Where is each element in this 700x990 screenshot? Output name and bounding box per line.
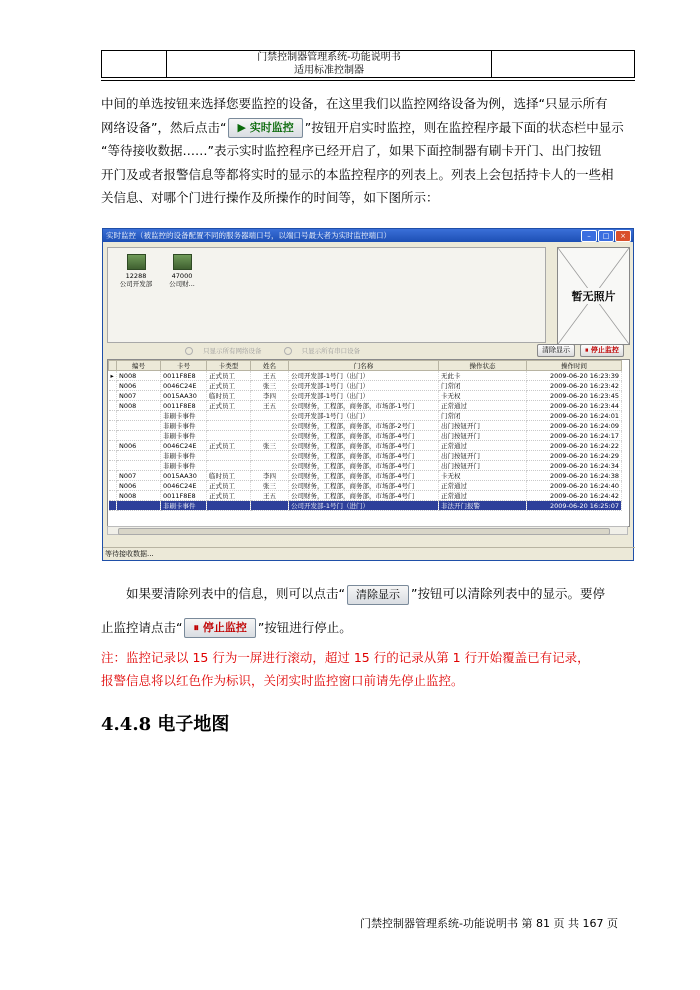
radio-network[interactable]: 只显示所有网络设备 <box>185 347 272 355</box>
paragraph-line: 关信息、对哪个门进行操作及所操作的时间等，如下图所示： <box>101 190 439 205</box>
table-cell <box>251 421 289 431</box>
table-cell: 出门按钮开门 <box>439 431 527 441</box>
device-item[interactable]: 12288 公司开发部 <box>114 254 158 288</box>
device-filter-radios <box>185 346 380 355</box>
table-row[interactable] <box>109 421 622 431</box>
table-cell <box>117 411 161 421</box>
header-left-cell <box>102 51 167 78</box>
table-row[interactable] <box>109 381 622 391</box>
table-row[interactable] <box>109 401 622 411</box>
radio-icon <box>185 347 193 355</box>
page-header <box>101 50 635 78</box>
table-cell: N006 <box>117 381 161 391</box>
note-paragraph <box>101 646 641 692</box>
table-cell: 2009-06-20 16:25:07 <box>527 501 622 511</box>
table-cell: 出门按钮开门 <box>439 451 527 461</box>
table-cell: 公司财务，工程部，商务部，市场部-4号门 <box>289 491 439 501</box>
table-cell: 张三 <box>251 441 289 451</box>
table-cell: 公司财务，工程部，商务部，市场部-4号门 <box>289 441 439 451</box>
table-cell: 2009-06-20 16:23:42 <box>527 381 622 391</box>
table-row[interactable] <box>109 501 622 511</box>
column-header[interactable]: 门名称 <box>289 361 439 371</box>
row-pointer-icon: ▸ <box>109 371 117 381</box>
table-cell: 正常通过 <box>439 441 527 451</box>
table-cell: 临时员工 <box>207 471 251 481</box>
page-footer: 门禁控制器管理系统-功能说明书 第 81 页 共 167 页 <box>360 917 618 930</box>
table-cell: N007 <box>117 471 161 481</box>
table-cell: 2009-06-20 16:24:29 <box>527 451 622 461</box>
table-row[interactable] <box>109 461 622 471</box>
table-cell: 正式员工 <box>207 401 251 411</box>
grid-header-row <box>109 361 622 371</box>
stop-monitor-button-image: ⏸ 停止监控 <box>184 618 255 638</box>
table-cell <box>117 431 161 441</box>
table-cell: 非刷卡事件 <box>161 421 207 431</box>
table-cell <box>207 461 251 471</box>
header-title-cell <box>167 51 492 78</box>
table-row[interactable] <box>109 491 622 501</box>
table-cell <box>207 501 251 511</box>
photo-placeholder <box>557 247 630 345</box>
table-cell: 正常通过 <box>439 481 527 491</box>
column-header[interactable]: 卡类型 <box>207 361 251 371</box>
table-cell <box>251 411 289 421</box>
table-cell: 公司财务，工程部，商务部，市场部-1号门 <box>289 401 439 411</box>
table-cell: 门常闭 <box>439 381 527 391</box>
paragraph-line: 开门及或者报警信息等都将实时的显示的本监控程序的列表上。列表上会包括持卡人的一些相 <box>101 166 614 182</box>
paragraph-line: 网络设备”，然后点击“ ▶ 实时监控 ”按钮开启实时监控，则在监控程序最下面的状态栏中显示 <box>101 116 641 140</box>
table-cell: 2009-06-20 16:24:17 <box>527 431 622 441</box>
table-cell: 公司开发部-1号门（出门） <box>289 411 439 421</box>
paragraph-line: 如果要清除列表中的信息，则可以点击“ 清除显示 ”按钮可以清除列表中的显示。要停 <box>101 582 641 606</box>
table-cell: 公司财务，工程部，商务部，市场部-4号门 <box>289 471 439 481</box>
window-titlebar <box>103 229 633 242</box>
table-cell <box>207 451 251 461</box>
table-cell: 出门按钮开门 <box>439 421 527 431</box>
table-cell: 正常通过 <box>439 401 527 411</box>
table-cell: 临时员工 <box>207 391 251 401</box>
table-cell: 2009-06-20 16:24:40 <box>527 481 622 491</box>
table-cell: 0011F8E8 <box>161 491 207 501</box>
table-cell: N008 <box>117 491 161 501</box>
table-cell: 出门按钮开门 <box>439 461 527 471</box>
close-icon[interactable]: × <box>615 230 631 242</box>
table-cell: 正式员工 <box>207 491 251 501</box>
status-bar: 等待接收数据... <box>103 547 635 560</box>
paragraph-intro <box>101 92 641 210</box>
table-cell: 0046C24E <box>161 381 207 391</box>
monitor-window <box>102 228 634 561</box>
table-cell: 0046C24E <box>161 481 207 491</box>
table-cell: N007 <box>117 391 161 401</box>
table-row[interactable] <box>109 431 622 441</box>
table-cell: 0011F8E8 <box>161 371 207 381</box>
table-cell: 2009-06-20 16:24:38 <box>527 471 622 481</box>
table-cell: 门常闭 <box>439 411 527 421</box>
table-cell: 公司财务，工程部，商务部，市场部-2号门 <box>289 421 439 431</box>
table-cell: 2009-06-20 16:24:42 <box>527 491 622 501</box>
radio-icon <box>284 347 292 355</box>
table-cell: 正式员工 <box>207 481 251 491</box>
table-cell <box>117 501 161 511</box>
table-row[interactable] <box>109 471 622 481</box>
table-cell: 2009-06-20 16:24:01 <box>527 411 622 421</box>
table-row[interactable] <box>109 451 622 461</box>
table-cell: 无此卡 <box>439 371 527 381</box>
horizontal-scrollbar[interactable] <box>107 526 628 535</box>
table-cell: 2009-06-20 16:24:09 <box>527 421 622 431</box>
no-photo-label: 暂无照片 <box>558 288 629 304</box>
paragraph-line: “等待接收数据……”表示实时监控程序已经开启了，如果下面控制器有刷卡开门、出门按钮 <box>101 143 602 158</box>
table-cell: N008 <box>117 371 161 381</box>
column-header[interactable]: 卡号 <box>161 361 207 371</box>
table-cell: 非刷卡事件 <box>161 431 207 441</box>
table-cell: 2009-06-20 16:23:45 <box>527 391 622 401</box>
controller-icon <box>127 254 146 270</box>
header-rule <box>101 80 635 81</box>
table-row[interactable] <box>109 411 622 421</box>
column-header[interactable]: 编号 <box>117 361 161 371</box>
table-cell: 正常通过 <box>439 491 527 501</box>
scrollbar-thumb[interactable] <box>118 528 610 535</box>
table-cell: 0015AA30 <box>161 391 207 401</box>
table-cell <box>207 411 251 421</box>
device-panel <box>107 247 546 343</box>
table-cell: 公司财务，工程部，商务部，市场部-4号门 <box>289 461 439 471</box>
table-cell: 公司财务，工程部，商务部，市场部-4号门 <box>289 431 439 441</box>
controller-icon <box>173 254 192 270</box>
table-cell: 正式员工 <box>207 441 251 451</box>
table-cell: 王五 <box>251 401 289 411</box>
table-cell <box>251 461 289 471</box>
table-cell: 公司财务，工程部，商务部，市场部-4号门 <box>289 481 439 491</box>
table-cell: 非刷卡事件 <box>161 411 207 421</box>
column-header[interactable]: 操作状态 <box>439 361 527 371</box>
table-cell: 非法开门报警 <box>439 501 527 511</box>
table-cell: N006 <box>117 481 161 491</box>
clear-display-button-image: 清除显示 <box>347 585 409 605</box>
table-cell <box>117 451 161 461</box>
table-row[interactable] <box>109 441 622 451</box>
table-cell: 李四 <box>251 471 289 481</box>
column-header[interactable]: 姓名 <box>251 361 289 371</box>
table-cell: 公司开发部-1号门（进门） <box>289 501 439 511</box>
table-row[interactable] <box>109 391 622 401</box>
table-cell: N006 <box>117 441 161 451</box>
table-cell <box>117 421 161 431</box>
column-header[interactable]: 操作时间 <box>527 361 622 371</box>
table-cell: 公司财务，工程部，商务部，市场部-4号门 <box>289 451 439 461</box>
device-item[interactable]: 47000 公司财... <box>160 254 204 288</box>
paragraph-line: 止监控请点击“ ⏸ 停止监控 ”按钮进行停止。 <box>101 616 641 640</box>
table-cell: 2009-06-20 16:24:34 <box>527 461 622 471</box>
header-line-2: 适用标准控制器 <box>294 65 364 76</box>
table-cell <box>251 431 289 441</box>
table-cell <box>117 461 161 471</box>
table-cell: 2009-06-20 16:24:22 <box>527 441 622 451</box>
note-line: 注：监控记录以 15 行为一屏进行滚动，超过 15 行的记录从第 1 行开始覆盖已有记录， <box>101 650 590 665</box>
table-cell: 非刷卡事件 <box>161 461 207 471</box>
table-cell: 李四 <box>251 391 289 401</box>
table-cell: 正式员工 <box>207 371 251 381</box>
table-cell: 王五 <box>251 371 289 381</box>
minimize-icon[interactable]: – <box>581 230 597 242</box>
table-cell: 非刷卡事件 <box>161 451 207 461</box>
table-cell: 公司开发部-1号门（出门） <box>289 371 439 381</box>
table-row[interactable] <box>109 481 622 491</box>
table-cell: 2009-06-20 16:23:39 <box>527 371 622 381</box>
maximize-icon[interactable]: □ <box>598 230 614 242</box>
table-cell: 公司开发部-1号门（出门） <box>289 381 439 391</box>
stop-monitor-button[interactable]: ⏸ 停止监控 <box>580 344 624 357</box>
start-monitor-button-image: ▶ 实时监控 <box>228 118 302 138</box>
paragraph-line: 中间的单选按钮来选择您要监控的设备，在这里我们以监控网络设备为例，选择“只显示所有 <box>101 96 608 111</box>
table-cell <box>251 451 289 461</box>
clear-display-button[interactable]: 清除显示 <box>537 344 575 357</box>
table-cell: 公司开发部-1号门（出门） <box>289 391 439 401</box>
table-cell: 张三 <box>251 481 289 491</box>
table-cell: 正式员工 <box>207 381 251 391</box>
table-cell: 王五 <box>251 491 289 501</box>
table-cell <box>207 421 251 431</box>
table-row[interactable] <box>109 371 622 381</box>
note-line: 报警信息将以红色作为标识，关闭实时监控窗口前请先停止监控。 <box>101 673 464 688</box>
header-right-cell <box>492 51 635 78</box>
table-cell: 张三 <box>251 381 289 391</box>
table-cell <box>207 431 251 441</box>
section-heading: 4.4.8 电子地图 <box>101 714 230 735</box>
table-cell: 0046C24E <box>161 441 207 451</box>
paragraph-clear <box>101 582 641 639</box>
table-cell <box>251 501 289 511</box>
table-cell: 2009-06-20 16:23:44 <box>527 401 622 411</box>
table-cell: 0011F8E8 <box>161 401 207 411</box>
table-cell: N008 <box>117 401 161 411</box>
table-cell: 非刷卡事件 <box>161 501 207 511</box>
header-line-1: 门禁控制器管理系统-功能说明书 <box>257 52 401 63</box>
radio-serial[interactable]: 只显示所有串口设备 <box>284 347 371 355</box>
window-title: 实时监控（被监控的设备配置不同的服务器端口号，以端口号最大者为实时监控端口） <box>106 231 391 240</box>
event-grid[interactable] <box>107 359 630 527</box>
table-cell: 卡无权 <box>439 471 527 481</box>
table-cell: 卡无权 <box>439 391 527 401</box>
table-cell: 0015AA30 <box>161 471 207 481</box>
